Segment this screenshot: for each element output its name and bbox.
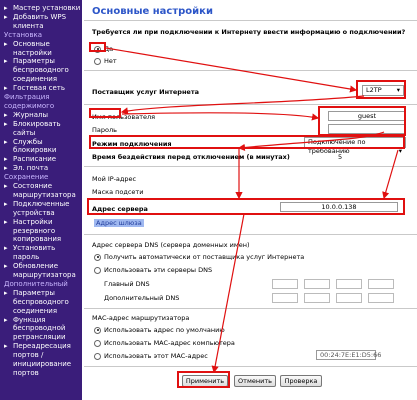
sidebar-item-continuation[interactable] xyxy=(4,66,69,74)
sidebar-item-label: маршрутизатора xyxy=(13,271,76,279)
sidebar-item-label: пароль xyxy=(13,253,40,262)
server-label: Адрес сервера xyxy=(92,205,148,213)
arrow-provider-to-username xyxy=(122,96,364,112)
sidebar-item-label: клиента xyxy=(13,21,44,30)
sidebar-item-label: Функция xyxy=(13,315,46,324)
sidebar-item-continuation[interactable] xyxy=(4,129,35,137)
bullet-icon: ▸ xyxy=(4,182,8,190)
bullet-icon: ▸ xyxy=(4,155,8,164)
sidebar-item[interactable] xyxy=(4,111,48,119)
bullet-icon: ▸ xyxy=(4,110,8,119)
sidebar-item-label: Основные xyxy=(13,39,50,48)
sidebar-item-continuation[interactable] xyxy=(4,235,61,243)
sidebar-item-label: Службы xyxy=(13,137,43,146)
arrow-username-to-fields xyxy=(122,113,318,118)
sidebar-item-label: Мастер установки xyxy=(13,4,81,12)
bullet-icon: ▸ xyxy=(4,12,8,21)
sidebar-item-label: портов xyxy=(13,368,39,377)
sidebar-item[interactable] xyxy=(4,342,71,350)
sidebar-item-label: маршрутизатора xyxy=(13,190,76,199)
sidebar-nav xyxy=(0,0,82,400)
sidebar-item[interactable] xyxy=(4,155,56,163)
provider-label: Поставщик услуг Интернета xyxy=(92,88,199,96)
arrow-yes-to-provider xyxy=(106,48,356,90)
check-button[interactable]: Проверка xyxy=(280,375,322,387)
dns-manual-label: Использовать эти серверы DNS xyxy=(104,266,213,274)
arrow-to-apply xyxy=(214,214,244,372)
sidebar-item-label: беспроводного xyxy=(13,66,69,75)
arrow-mode-to-server xyxy=(384,150,398,198)
connection-question: Требуется ли при подключении к Интернету ввести информацию о подключении? xyxy=(92,28,406,36)
main-panel xyxy=(84,0,417,400)
mac-this-label: Использовать этот MAC-адрес xyxy=(104,352,208,360)
mac-default-label: Использовать адрес по умолчанию xyxy=(104,326,225,334)
chevron-down-icon: ▾ xyxy=(398,147,402,155)
server-input[interactable]: 10.0.0.138 xyxy=(280,202,398,212)
bullet-icon: ▸ xyxy=(4,119,8,128)
sidebar-item-label: Дополнительный xyxy=(4,279,68,288)
sidebar-item-continuation[interactable] xyxy=(4,49,52,57)
username-label: Имя пользователя xyxy=(92,113,156,121)
bullet-icon: ▸ xyxy=(4,4,8,12)
sidebar-item-label: Параметры xyxy=(13,288,55,297)
chevron-down-icon: ▾ xyxy=(396,86,400,94)
dns-auto-label: Получить автоматически от поставщика услуг Интернета xyxy=(104,253,305,261)
sidebar-section-title xyxy=(4,280,68,288)
bullet-icon: ▸ xyxy=(4,315,8,324)
sidebar-item-continuation[interactable] xyxy=(4,75,57,83)
dns-secondary-label: Дополнительный DNS xyxy=(104,294,180,302)
conn-mode-label: Режим подключения xyxy=(92,140,172,148)
sidebar-item-label: резервного xyxy=(13,226,56,235)
sidebar-item-continuation[interactable] xyxy=(4,191,76,199)
sidebar-item-continuation[interactable] xyxy=(4,227,55,235)
sidebar-item-label: Установить xyxy=(13,244,56,253)
sidebar-item-label: Добавить WPS xyxy=(13,12,67,21)
sidebar-item-label: устройства xyxy=(13,208,55,217)
idle-label: Время бездействия перед отключением (в минутах) xyxy=(92,153,290,161)
sidebar-item-label: Журналы xyxy=(13,110,48,119)
sidebar-item-continuation[interactable] xyxy=(4,333,66,341)
bullet-icon: ▸ xyxy=(4,199,8,208)
sidebar-item[interactable] xyxy=(4,164,48,172)
sidebar-item-continuation[interactable] xyxy=(4,271,76,279)
apply-button[interactable]: Применить xyxy=(182,375,228,387)
sidebar-item-label: Эл. почта xyxy=(13,164,49,173)
sidebar-item[interactable] xyxy=(4,84,65,92)
sidebar-item-continuation[interactable] xyxy=(4,22,44,30)
sidebar-section-title xyxy=(4,173,48,181)
sidebar-item-continuation[interactable] xyxy=(4,209,55,217)
sidebar-item-label: Подключенные xyxy=(13,199,70,208)
cancel-button[interactable]: Отменить xyxy=(234,375,276,387)
sidebar-item[interactable] xyxy=(4,200,69,208)
sidebar-item-continuation[interactable] xyxy=(4,307,57,315)
sidebar-item[interactable] xyxy=(4,182,52,190)
sidebar-item-continuation[interactable] xyxy=(4,351,43,359)
sidebar-item[interactable] xyxy=(4,262,58,270)
radio-yes-label: Да xyxy=(104,45,114,53)
mask-label: Маска подсети xyxy=(92,188,144,196)
sidebar-item-label: содержимого xyxy=(4,101,55,110)
sidebar-item-label: Сохранение xyxy=(4,173,49,182)
bullet-icon: ▸ xyxy=(4,164,8,173)
sidebar-item[interactable] xyxy=(4,13,66,21)
page-title: Основные настройки xyxy=(92,6,213,17)
dns-title: Адрес сервера DNS (сервера доменных имен) xyxy=(92,241,250,249)
sidebar-item-label: Обновление xyxy=(13,262,59,271)
idle-value: 5 xyxy=(338,153,343,161)
sidebar-item-label: Фильтрация xyxy=(4,93,50,101)
conn-mode-value: Подключение по требованию xyxy=(308,138,366,155)
sidebar-item[interactable] xyxy=(4,120,61,128)
sidebar-item[interactable] xyxy=(4,57,55,65)
sidebar-item-label: Настройки xyxy=(13,217,53,226)
sidebar-item-label: инициирование xyxy=(13,360,72,368)
sidebar-item-label: копирования xyxy=(13,235,62,244)
bullet-icon: ▸ xyxy=(4,137,8,146)
my-ip-label: Мой IP-адрес xyxy=(92,175,137,183)
bullet-icon: ▸ xyxy=(4,262,8,271)
radio-no-label: Нет xyxy=(104,57,117,65)
sidebar-section-title xyxy=(4,93,50,101)
sidebar-item-label: Параметры xyxy=(13,57,55,66)
mac-computer-label: Использовать MAC-адрес компьютера xyxy=(104,339,235,347)
sidebar-item-label: настройки xyxy=(13,48,52,57)
sidebar-item[interactable] xyxy=(4,4,80,12)
sidebar-item[interactable] xyxy=(4,40,50,48)
sidebar-item[interactable] xyxy=(4,138,43,146)
bullet-icon: ▸ xyxy=(4,57,8,66)
sidebar-item-label: портов / xyxy=(13,351,44,360)
sidebar-item-label: сайты xyxy=(13,128,36,137)
sidebar-section-title xyxy=(4,102,54,110)
annotation-arrows xyxy=(84,0,417,400)
mac-title: MAC-адрес маршрутизатора xyxy=(92,314,190,322)
sidebar-item-label: Гостевая сеть xyxy=(13,84,65,93)
sidebar-item[interactable] xyxy=(4,289,55,297)
sidebar-item[interactable] xyxy=(4,316,46,324)
sidebar-item-label: ретрансляции xyxy=(13,333,66,342)
sidebar-item-label: соединения xyxy=(13,75,58,84)
bullet-icon: ▸ xyxy=(4,39,8,48)
bullet-icon: ▸ xyxy=(4,84,8,93)
sidebar-item-label: Блокировать xyxy=(13,119,61,128)
sidebar-item-label: Переадресация xyxy=(13,342,71,351)
password-label: Пароль xyxy=(92,126,117,134)
bullet-icon: ▸ xyxy=(4,244,8,253)
sidebar-section-title xyxy=(4,31,42,39)
username-input[interactable]: guest xyxy=(328,111,406,121)
sidebar-item[interactable] xyxy=(4,244,55,252)
dns-primary-label: Главный DNS xyxy=(104,280,150,288)
sidebar-item-continuation[interactable] xyxy=(4,298,69,306)
sidebar-item-label: беспроводной xyxy=(13,324,66,333)
sidebar-item-continuation[interactable] xyxy=(4,369,39,377)
sidebar-item-label: беспроводного xyxy=(13,297,69,306)
sidebar-item-label: блокировки xyxy=(13,146,57,155)
bullet-icon: ▸ xyxy=(4,288,8,297)
gateway-label: Адрес шлюза xyxy=(96,219,142,227)
bullet-icon: ▸ xyxy=(4,217,8,226)
sidebar-item-continuation[interactable] xyxy=(4,146,56,154)
sidebar-item-continuation[interactable] xyxy=(4,253,39,261)
sidebar-item-label: Состояние xyxy=(13,182,53,190)
sidebar-item-continuation[interactable] xyxy=(4,324,65,332)
sidebar-item-continuation[interactable] xyxy=(4,360,71,368)
mac-input[interactable]: 00:24:7E:E1:D5:66 xyxy=(316,350,376,360)
provider-value: L2TP xyxy=(366,86,382,94)
sidebar-item-label: Установка xyxy=(4,30,42,39)
sidebar-item-label: соединения xyxy=(13,306,58,315)
arrow-to-conn-mode xyxy=(239,132,384,148)
bullet-icon: ▸ xyxy=(4,342,8,351)
sidebar-item[interactable] xyxy=(4,218,53,226)
sidebar-item-label: Расписание xyxy=(13,155,57,164)
